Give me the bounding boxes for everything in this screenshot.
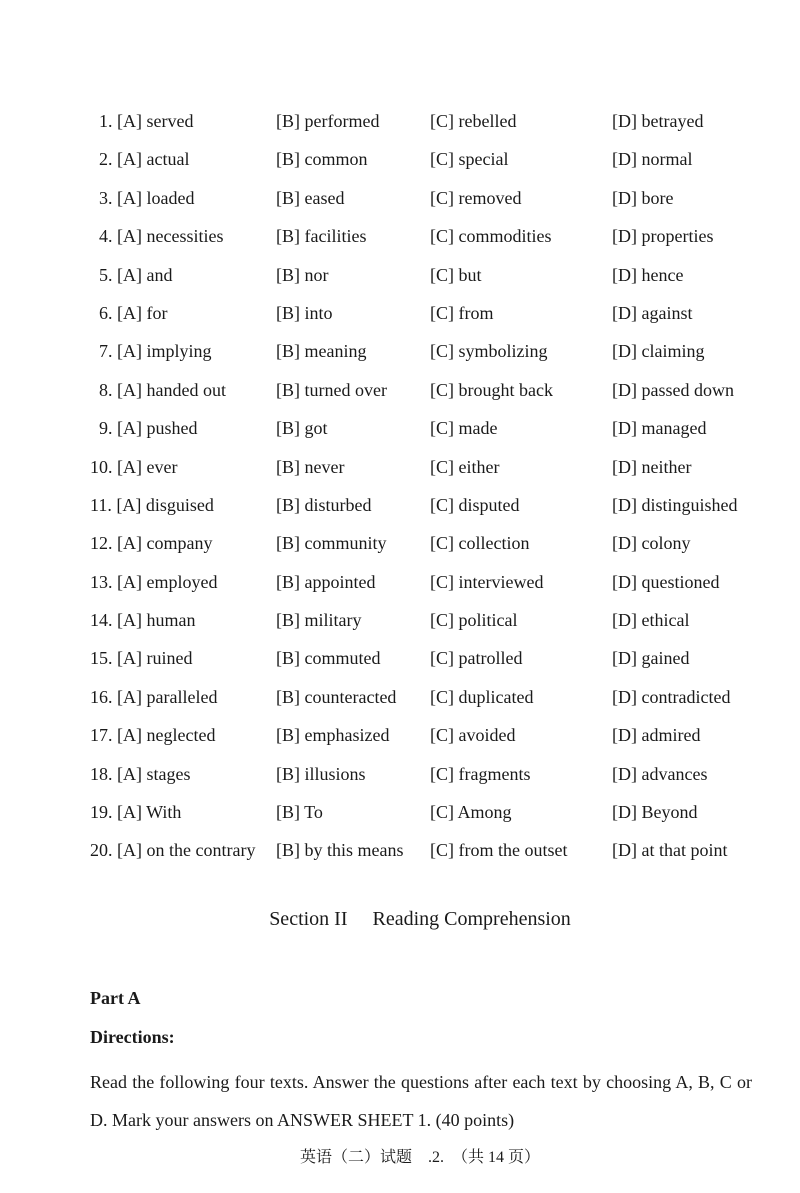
question-option-b: [B] facilities bbox=[276, 226, 367, 247]
question-option-b: [B] meaning bbox=[276, 341, 367, 362]
question-option-a bbox=[99, 300, 167, 326]
question-option-d: [D] bore bbox=[612, 187, 674, 208]
question-option-b: [B] emphasized bbox=[276, 725, 390, 746]
question-option-a bbox=[99, 185, 194, 211]
question-option-a bbox=[99, 262, 172, 288]
question-number: 20. bbox=[90, 840, 113, 861]
question-option-c: [C] interviewed bbox=[430, 571, 544, 592]
directions-text: Read the following four texts. Answer the questions after each text by choosing A, B, C or D. Mark your answers on ANSWER SHEET 1. (40 points) bbox=[90, 1072, 752, 1130]
page-footer: 英语（二）试题 .2. （共 14 页） bbox=[299, 1149, 540, 1166]
question-number: 1. bbox=[99, 111, 113, 131]
question-option-c: [C] duplicated bbox=[430, 686, 534, 707]
option-a-text: [A] paralleled bbox=[117, 686, 218, 707]
question-row bbox=[90, 722, 770, 760]
question-option-c: [C] made bbox=[430, 418, 498, 439]
question-option-a bbox=[90, 454, 177, 480]
part-heading: Part A bbox=[90, 988, 141, 1008]
question-option-c: [C] special bbox=[430, 149, 509, 170]
question-option-b: [B] by this means bbox=[276, 840, 404, 861]
question-option-b: [B] disturbed bbox=[276, 494, 372, 515]
question-number: 18. bbox=[90, 763, 113, 784]
question-option-c: [C] either bbox=[430, 456, 500, 477]
question-option-d: [D] normal bbox=[612, 149, 693, 170]
question-option-b: [B] community bbox=[276, 533, 387, 554]
question-row bbox=[90, 799, 770, 837]
question-option-a bbox=[90, 837, 255, 863]
question-option-a bbox=[90, 722, 215, 748]
question-option-a bbox=[99, 377, 226, 403]
question-row bbox=[90, 761, 770, 799]
question-option-b: [B] commuted bbox=[276, 648, 381, 669]
question-option-a bbox=[90, 492, 214, 518]
question-number: 9. bbox=[99, 418, 113, 439]
question-option-a bbox=[90, 761, 190, 787]
question-option-d: [D] colony bbox=[612, 533, 691, 554]
question-row bbox=[90, 338, 770, 376]
question-number: 8. bbox=[99, 379, 113, 400]
option-a-text: [A] neglected bbox=[117, 725, 216, 746]
question-option-c: [C] from bbox=[430, 302, 494, 323]
question-option-d: [D] passed down bbox=[612, 379, 734, 400]
question-option-d: [D] ethical bbox=[612, 610, 690, 631]
question-row bbox=[90, 223, 770, 261]
question-option-d: [D] contradicted bbox=[612, 686, 731, 707]
question-option-b: [B] common bbox=[276, 149, 368, 170]
question-option-d: [D] neither bbox=[612, 456, 692, 477]
question-number: 12. bbox=[90, 533, 113, 554]
question-option-a bbox=[90, 569, 217, 595]
question-option-a bbox=[90, 684, 217, 710]
option-a-text: [A] pushed bbox=[117, 418, 198, 439]
question-option-b: [B] got bbox=[276, 418, 328, 439]
question-option-d: [D] claiming bbox=[612, 341, 705, 362]
option-a-text: [A] ruined bbox=[117, 648, 193, 669]
question-option-a bbox=[90, 645, 192, 671]
option-a-text: [A] for bbox=[117, 302, 168, 323]
question-option-d: [D] properties bbox=[612, 226, 714, 247]
question-row bbox=[90, 108, 770, 146]
question-option-b: [B] illusions bbox=[276, 763, 366, 784]
option-a-text: [A] disguised bbox=[116, 494, 214, 515]
option-a-text: [A] company bbox=[117, 533, 213, 554]
option-a-text: [A] on the contrary bbox=[117, 840, 256, 861]
option-a-text: [A] With bbox=[117, 802, 182, 823]
question-option-a bbox=[90, 799, 181, 825]
question-number: 6. bbox=[99, 302, 113, 323]
question-option-d: [D] gained bbox=[612, 648, 690, 669]
question-row bbox=[90, 146, 770, 184]
question-row bbox=[90, 569, 770, 607]
question-option-c: [C] Among bbox=[430, 802, 512, 823]
question-number: 17. bbox=[90, 725, 113, 746]
question-number: 5. bbox=[99, 264, 113, 285]
question-option-a bbox=[99, 223, 223, 249]
question-number: 10. bbox=[90, 456, 113, 477]
question-number: 16. bbox=[90, 686, 113, 707]
question-row bbox=[90, 262, 770, 300]
question-row bbox=[90, 454, 770, 492]
question-row bbox=[90, 492, 770, 530]
question-number: 14. bbox=[90, 610, 113, 631]
question-option-c: [C] collection bbox=[430, 533, 530, 554]
question-option-c: [C] from the outset bbox=[430, 840, 568, 861]
option-a-text: [A] employed bbox=[117, 571, 218, 592]
option-a-text: [A] ever bbox=[117, 456, 178, 477]
question-option-d: [D] questioned bbox=[612, 571, 720, 592]
question-option-d: [D] hence bbox=[612, 264, 684, 285]
question-option-c: [C] symbolizing bbox=[430, 341, 548, 362]
question-number: 19. bbox=[90, 802, 113, 823]
question-row bbox=[90, 837, 770, 875]
question-option-c: [C] commodities bbox=[430, 226, 552, 247]
question-option-b: [B] turned over bbox=[276, 379, 387, 400]
question-option-d: [D] at that point bbox=[612, 840, 728, 861]
section-number: Section II bbox=[269, 908, 348, 930]
question-row bbox=[90, 185, 770, 223]
question-option-c: [C] patrolled bbox=[430, 648, 523, 669]
option-a-text: [A] necessities bbox=[117, 226, 224, 247]
question-number: 3. bbox=[99, 187, 113, 208]
question-row bbox=[90, 530, 770, 568]
option-a-text: [A] and bbox=[117, 264, 173, 285]
question-row bbox=[90, 607, 770, 645]
question-option-b: [B] eased bbox=[276, 187, 345, 208]
question-number: 13. bbox=[90, 571, 113, 592]
question-option-d: [D] betrayed bbox=[612, 111, 704, 131]
option-a-text: [A] human bbox=[117, 610, 196, 631]
option-a-text: [A] served bbox=[117, 111, 194, 131]
question-option-d: [D] admired bbox=[612, 725, 701, 746]
question-option-d: [D] advances bbox=[612, 763, 708, 784]
question-option-b: [B] into bbox=[276, 302, 333, 323]
question-row bbox=[90, 645, 770, 683]
question-option-b: [B] nor bbox=[276, 264, 329, 285]
question-option-c: [C] avoided bbox=[430, 725, 516, 746]
question-number: 11. bbox=[90, 494, 112, 515]
question-option-a bbox=[99, 338, 212, 364]
question-option-c: [C] brought back bbox=[430, 379, 553, 400]
directions-label: Directions: bbox=[90, 1027, 175, 1047]
option-a-text: [A] implying bbox=[117, 341, 212, 362]
question-option-d: [D] against bbox=[612, 302, 693, 323]
question-option-d: [D] Beyond bbox=[612, 802, 698, 823]
question-option-c: [C] disputed bbox=[430, 494, 520, 515]
question-option-c: [C] removed bbox=[430, 187, 522, 208]
question-option-c: [C] fragments bbox=[430, 763, 531, 784]
question-option-b: [B] performed bbox=[276, 111, 380, 131]
question-option-a bbox=[99, 146, 189, 172]
question-number: 4. bbox=[99, 226, 113, 247]
question-option-a bbox=[90, 607, 195, 633]
section-heading bbox=[0, 908, 800, 931]
question-option-d: [D] distinguished bbox=[612, 494, 738, 515]
question-row bbox=[90, 684, 770, 722]
question-number: 2. bbox=[99, 149, 113, 170]
options-list bbox=[90, 108, 770, 876]
question-option-a bbox=[90, 530, 212, 556]
question-row bbox=[90, 300, 770, 338]
question-number: 7. bbox=[99, 341, 113, 362]
question-option-b: [B] To bbox=[276, 802, 323, 823]
section-title: Reading Comprehension bbox=[372, 908, 571, 930]
question-option-c: [C] rebelled bbox=[430, 111, 517, 131]
option-a-text: [A] handed out bbox=[117, 379, 226, 400]
option-a-text: [A] actual bbox=[117, 149, 190, 170]
question-option-c: [C] political bbox=[430, 610, 518, 631]
question-option-a bbox=[99, 415, 197, 441]
question-row bbox=[90, 415, 770, 453]
question-option-b: [B] appointed bbox=[276, 571, 376, 592]
question-option-c: [C] but bbox=[430, 264, 482, 285]
question-option-b: [B] counteracted bbox=[276, 686, 397, 707]
question-option-d: [D] managed bbox=[612, 418, 707, 439]
question-option-b: [B] never bbox=[276, 456, 345, 477]
option-a-text: [A] stages bbox=[117, 763, 191, 784]
question-row bbox=[90, 377, 770, 415]
option-a-text: [A] loaded bbox=[117, 187, 195, 208]
question-option-a bbox=[99, 108, 193, 134]
question-option-b: [B] military bbox=[276, 610, 362, 631]
question-number: 15. bbox=[90, 648, 113, 669]
